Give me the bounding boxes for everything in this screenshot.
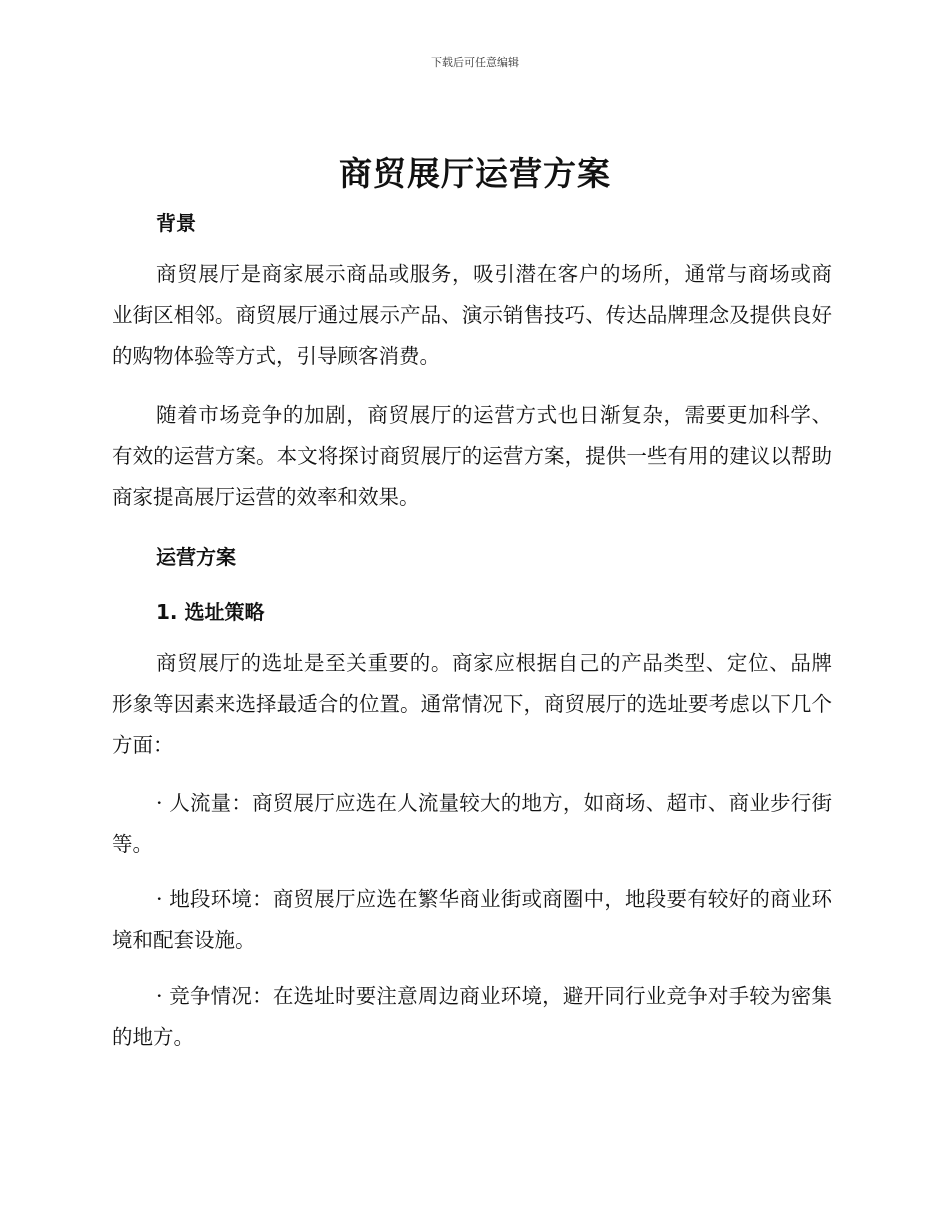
paragraph-background-2: 随着市场竞争的加剧，商贸展厅的运营方式也日渐复杂，需要更加科学、有效的运营方案。本文将探讨商贸展厅的运营方案，提供一些有用的建议以帮助商家提高展厅运营的效率和效果。 bbox=[112, 403, 832, 509]
document-title: 商贸展厅运营方案 bbox=[339, 154, 611, 193]
list-item-foot-traffic: · 人流量：商贸展厅应选在人流量较大的地方，如商场、超市、商业步行街等。 bbox=[112, 791, 832, 856]
list-item-competition: · 竞争情况：在选址时要注意周边商业环境，避开同行业竞争对手较为密集的地方。 bbox=[112, 984, 832, 1049]
header-note: 下载后可任意编辑 bbox=[431, 56, 519, 69]
paragraph-background-1: 商贸展厅是商家展示商品或服务，吸引潜在客户的场所，通常与商场或商业街区相邻。商贸展厅通过展示产品、演示销售技巧、传达品牌理念及提供良好的购物体验等方式，引导顾客消费。 bbox=[112, 262, 832, 368]
section-heading-background: 背景 bbox=[156, 211, 196, 235]
subsection-heading-site-selection: 1. 选址策略 bbox=[156, 600, 265, 624]
paragraph-site-selection-intro: 商贸展厅的选址是至关重要的。商家应根据自己的产品类型、定位、品牌形象等因素来选择最适合的位置。通常情况下，商贸展厅的选址要考虑以下几个方面： bbox=[112, 651, 832, 757]
list-item-location-environment: · 地段环境：商贸展厅应选在繁华商业街或商圈中，地段要有较好的商业环境和配套设施。 bbox=[112, 887, 832, 952]
section-heading-operation: 运营方案 bbox=[156, 545, 236, 569]
